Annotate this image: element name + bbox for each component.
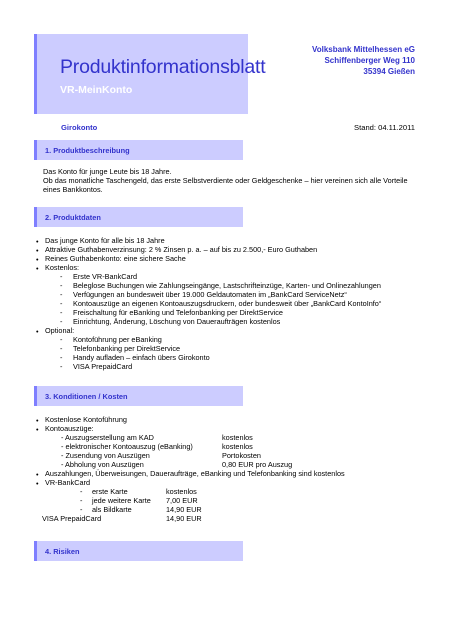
list-item: VR-BankCard	[45, 478, 91, 487]
sub-list-item: VISA PrepaidCard	[73, 362, 133, 371]
statement-value: kostenlos	[222, 433, 253, 442]
page-subtitle: VR-MeinKonto	[60, 84, 133, 96]
section-heading-product-data: 2. Produktdaten	[34, 207, 243, 227]
list-item: Kostenlose Kontoführung	[45, 415, 127, 424]
dash-icon: -	[60, 317, 63, 326]
sub-list-item: Telefonbanking per DirektService	[73, 344, 181, 353]
bullet-icon: •	[36, 246, 39, 255]
sub-list-item: Kontoführung per eBanking	[73, 335, 162, 344]
bullet-icon: •	[36, 470, 39, 479]
list-item: Das junge Konto für alle bis 18 Jahre	[45, 236, 165, 245]
bank-name: Volksbank Mittelhessen eG	[312, 45, 415, 54]
statement-label: - Auszugserstellung am KAD	[61, 433, 154, 442]
sub-list-item: Kontoauszüge an eigenen Kontoauszugsdruckern, oder bundesweit über „BankCard KontoInfo“	[73, 299, 382, 308]
card-value: 7,00 EUR	[166, 496, 198, 505]
product-type: Girokonto	[61, 123, 98, 132]
list-item: Auszahlungen, Überweisungen, Daueraufträge, eBanking und Telefonbanking sind kostenlos	[45, 469, 345, 478]
dash-icon: -	[80, 505, 83, 514]
description-line: Das Konto für junge Leute bis 18 Jahre.	[43, 167, 172, 176]
dash-icon: -	[60, 299, 63, 308]
description-line: Ob das monatliche Taschengeld, das erste Selbstverdiente oder Geldgeschenke – hier vereinen sich alle Vorteile	[43, 176, 408, 185]
sub-list-item: Einrichtung, Änderung, Löschung von Daueraufträgen kostenlos	[73, 317, 281, 326]
card-label: jede weitere Karte	[92, 496, 151, 505]
statement-label: - Zusendung von Auszügen	[61, 451, 150, 460]
sub-list-item: Verfügungen an bundesweit über 19.000 Geldautomaten im „BankCard ServiceNetz“	[73, 290, 347, 299]
bullet-icon: •	[36, 327, 39, 336]
bullet-icon: •	[36, 416, 39, 425]
sub-list-item: Erste VR-BankCard	[73, 272, 138, 281]
card-label: als Bildkarte	[92, 505, 132, 514]
dash-icon: -	[60, 344, 63, 353]
section-heading-risks: 4. Risiken	[34, 541, 243, 561]
sub-list-item: Beleglose Buchungen wie Zahlungseingänge, Lastschrifteinzüge, Karten- und Onlinezahlungen	[73, 281, 381, 290]
card-value: 14,90 EUR	[166, 505, 202, 514]
page-title: Produktinformationsblatt	[60, 56, 266, 78]
dash-icon: -	[60, 290, 63, 299]
sub-list-item: Freischaltung für eBanking und Telefonbanking per DirektService	[73, 308, 283, 317]
description-line: eines Bankkontos.	[43, 185, 103, 194]
list-item: Reines Guthabenkonto: eine sichere Sache	[45, 254, 186, 263]
sub-list-item: Handy aufladen – einfach übers Girokonto	[73, 353, 210, 362]
section-heading-description: 1. Produktbeschreibung	[34, 140, 243, 160]
dash-icon: -	[60, 335, 63, 344]
statement-value: Portokosten	[222, 451, 261, 460]
dash-icon: -	[60, 362, 63, 371]
dash-icon: -	[80, 496, 83, 505]
dash-icon: -	[60, 281, 63, 290]
dash-icon: -	[60, 272, 63, 281]
card-label: erste Karte	[92, 487, 128, 496]
list-item: Optional:	[45, 326, 75, 335]
statement-label: - Abholung von Auszügen	[61, 460, 144, 469]
document-date: Stand: 04.11.2011	[354, 123, 415, 132]
dash-icon: -	[80, 487, 83, 496]
list-item: Attraktive Guthabenverzinsung: 2 % Zinsen p. a. – auf bis zu 2.500,- Euro Guthaben	[45, 245, 318, 254]
bank-city: 35394 Gießen	[363, 67, 415, 76]
bullet-icon: •	[36, 237, 39, 246]
bullet-icon: •	[36, 425, 39, 434]
bullet-icon: •	[36, 264, 39, 273]
dash-icon: -	[60, 353, 63, 362]
bullet-icon: •	[36, 255, 39, 264]
bank-street: Schiffenberger Weg 110	[324, 56, 415, 65]
bank-address	[312, 44, 415, 77]
visa-label: VISA PrepaidCard	[42, 514, 102, 523]
visa-value: 14,90 EUR	[166, 514, 202, 523]
dash-icon: -	[60, 308, 63, 317]
statement-label: - elektronischer Kontoauszug (eBanking)	[61, 442, 193, 451]
card-value: kostenlos	[166, 487, 197, 496]
statement-value: 0,80 EUR pro Auszug	[222, 460, 293, 469]
list-item: Kostenlos:	[45, 263, 80, 272]
bullet-icon: •	[36, 479, 39, 488]
list-item: Kontoauszüge:	[45, 424, 94, 433]
section-heading-conditions: 3. Konditionen / Kosten	[34, 386, 243, 406]
statement-value: kostenlos	[222, 442, 253, 451]
